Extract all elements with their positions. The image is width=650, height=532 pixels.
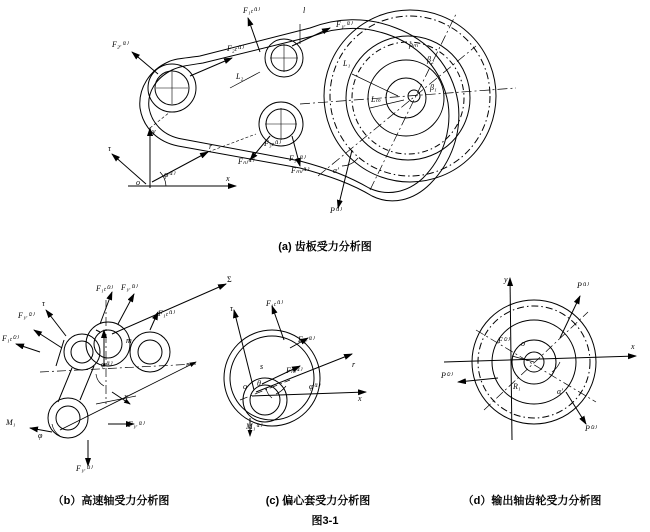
label-d-y: y — [504, 275, 508, 284]
label-b-r: r — [186, 360, 190, 369]
label-a-F1t1: F₁ₜ⁽¹⁾ — [243, 6, 260, 15]
label-d-P1: P⁽¹⁾ — [577, 281, 589, 290]
label-a-F1r1: F₁ᵣ⁽¹⁾ — [336, 20, 352, 29]
label-a-L1: L₁ — [343, 59, 351, 68]
label-b-F1r3b: F₁ᵣ⁽³⁾ — [76, 464, 92, 473]
label-c-phi1: φ⁽¹⁾ — [309, 382, 320, 391]
caption-panel-c: (c) 偏心套受力分析图 — [265, 495, 371, 507]
label-b-m: m — [126, 336, 132, 345]
label-b-M1: M₁ — [6, 418, 16, 427]
label-d-alpha: α' — [557, 387, 563, 396]
label-a-F2t1: F₂ₜ⁽¹⁾ — [227, 44, 244, 53]
label-b-F1r3: F₁ᵣ⁽³⁾ — [121, 283, 137, 292]
panel-b-drawing — [16, 284, 226, 466]
label-d-x: x — [631, 342, 635, 351]
label-a-alpha: α' — [333, 166, 339, 175]
label-b-Sigma: Σ — [227, 275, 232, 284]
label-a-rho-m: ρₘ — [409, 40, 418, 49]
label-b-F1t1: F₁ₜ⁽¹⁾ — [158, 309, 175, 318]
label-c-r: r — [352, 360, 356, 369]
label-b-phi1: φ⁽¹⁾ — [101, 360, 112, 369]
caption-panel-b: （b）高速轴受力分析图 — [52, 495, 170, 507]
label-c-x: x — [358, 394, 362, 403]
label-c-theta: θ — [257, 379, 261, 388]
label-b-tau: τ — [42, 299, 45, 308]
label-a-F2r1: F₂ᵣ⁽¹⁾ — [112, 40, 128, 49]
label-a-Fnl1: Fₙₗ⁽¹⁾ — [238, 157, 254, 166]
label-c-M1: M₁⁽¹⁾ — [246, 422, 262, 431]
caption-panel-d: （d）输出轴齿轮受力分析图 — [462, 495, 602, 507]
label-d-P2: P⁽²⁾ — [441, 371, 453, 380]
label-c-F1r1: F₁ᵣ⁽¹⁾ — [298, 335, 314, 344]
label-d-o: o — [521, 339, 525, 348]
label-a-tau: τ — [108, 144, 111, 153]
label-b-F1t2: F₁ₜ⁽²⁾ — [2, 334, 19, 343]
panel-d-drawing — [444, 278, 636, 440]
label-a-phi1: φ⁽¹⁾ — [164, 170, 175, 179]
label-c-s: s — [260, 362, 264, 371]
label-c-o: o — [243, 382, 247, 391]
label-a-x: x — [226, 174, 230, 183]
label-a-r: r — [209, 142, 213, 151]
label-c-F1t1: F₁ₜ⁽¹⁾ — [266, 299, 283, 308]
label-b-x: x — [124, 392, 128, 401]
label-a-F3t1: F₃ₜ⁽¹⁾ — [264, 139, 281, 148]
label-b-F1r2: F₁ᵣ⁽²⁾ — [18, 311, 34, 320]
label-c-Fnl1: Fₙₗ⁽¹⁾ — [286, 366, 302, 375]
label-a-Lm: Lₘ — [371, 95, 381, 104]
figure-number: 图3-1 — [311, 515, 339, 527]
label-d-F2: F⁽²⁾ — [498, 336, 510, 345]
label-b-phi: φ — [38, 431, 43, 440]
label-d-P3: P⁽³⁾ — [585, 424, 597, 433]
label-b-F1r1: F₁ᵣ⁽¹⁾ — [128, 420, 144, 429]
label-a-o: o — [136, 178, 140, 187]
label-a-y: y — [152, 127, 156, 136]
label-d-R1: R₁ — [513, 382, 521, 391]
caption-panel-a: (a) 齿板受力分析图 — [278, 241, 372, 253]
label-b-F1t3: F₁ₜ⁽³⁾ — [96, 284, 113, 293]
label-c-tau: τ — [230, 304, 233, 313]
label-a-beta1: β₁ — [430, 83, 437, 92]
label-a-F3r1: F₃ᵣ⁽¹⁾ — [289, 154, 305, 163]
label-a-Fml1: Fₘₗ⁽¹⁾ — [291, 166, 309, 175]
label-a-l: l — [303, 6, 306, 15]
label-a-P1: P⁽¹⁾ — [330, 206, 342, 215]
label-a-L2: L₂ — [236, 72, 244, 81]
label-a-beta2: β₂ — [427, 55, 434, 64]
